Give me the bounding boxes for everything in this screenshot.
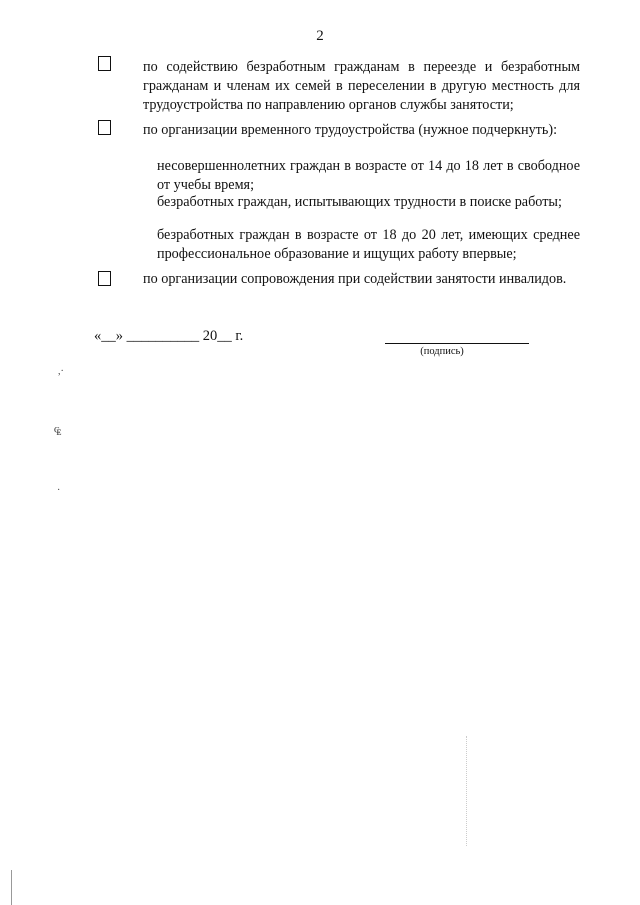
scan-speck: ·: [57, 485, 61, 496]
signature-line[interactable]: [385, 343, 529, 344]
date-field[interactable]: «__» __________ 20__ г.: [94, 328, 244, 344]
scan-speck: ,·: [58, 366, 64, 377]
scan-edge: [11, 870, 12, 905]
page-number: 2: [316, 28, 324, 44]
item-text: по содействию безработным гражданам в переезде и безработным гражданам и членам их семей в переселении в другую местность для трудоустройства по направлению органов службы занятости;: [143, 59, 580, 113]
checkbox[interactable]: [98, 271, 111, 286]
scan-speck: ₠: [54, 424, 62, 438]
item-text: по организации сопровождения при содействии занятости инвалидов.: [143, 271, 567, 287]
checkbox[interactable]: [98, 120, 111, 135]
item-text: по организации временного трудоустройства (нужное подчеркнуть):: [143, 122, 558, 138]
checkbox[interactable]: [98, 56, 111, 71]
subitem-text: несовершеннолетних граждан в возрасте от 14 до 18 лет в свободное от учебы время;: [157, 158, 580, 193]
subitem-text: безработных граждан, испытывающих трудности в поиске работы;: [157, 194, 562, 210]
subitem-text: безработных граждан в возрасте от 18 до 20 лет, имеющих среднее профессиональное образование и ищущих работу впервые;: [157, 227, 580, 262]
scan-artifact: [466, 736, 468, 846]
signature-caption: (подпись): [420, 346, 464, 357]
